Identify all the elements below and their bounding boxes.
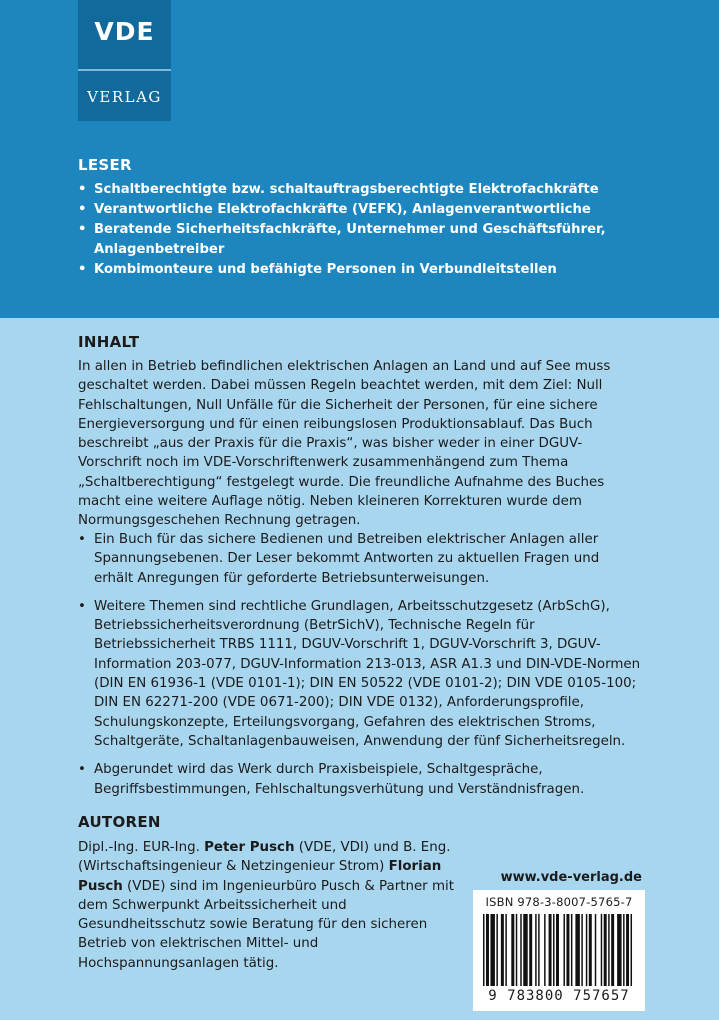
barcode-bar — [523, 914, 527, 986]
leser-item: • Verantwortliche Elektrofachkräfte (VEFK), Anlagenverantwortliche — [78, 200, 638, 220]
barcode-bar — [544, 914, 545, 986]
inhalt-bullets — [78, 530, 642, 808]
barcode-bar — [486, 914, 489, 986]
autoren-heading: AUTOREN — [78, 813, 161, 831]
leser-item: • Schaltberechtigte bzw. schaltauftragsberechtigte Elektrofachkräfte — [78, 180, 638, 200]
barcode-box — [473, 890, 645, 1011]
autoren-line2-suffix: (VDE) sind im Ingenieurbüro Pusch & Partner mit dem Schwerpunkt Arbeitssicherheit und Gesundheitsschutz sowie Beratung für den sicheren Betrieb von elektrischen Mittel- und Hochspannungsanlagen tätig. — [78, 878, 454, 971]
publisher-url: www.vde-verlag.de — [500, 870, 642, 885]
barcode-bar — [505, 914, 506, 986]
barcode-bar — [611, 914, 614, 986]
barcode-digits: 9 783800 757657 — [488, 988, 630, 1004]
leser-item: • Kombimonteure und befähigte Personen in Verbundleitstellen — [78, 260, 638, 280]
barcode-bar — [490, 914, 494, 986]
inhalt-intro: In allen in Betrieb befindlichen elektrischen Anlagen an Land und auf See muss geschaltet werden. Dabei müssen Regeln beachtet werden, mit dem Ziel: Null Fehlschaltungen, Null Unfälle für die Sicherheit der Personen, für eine sichere Energieversorgung und für einen reibungslosen Produktionsablauf. Das Buch beschreibt „aus der Praxis für die Praxis“, was bisher weder in einer DGUV-Vorschrift noch im VDE-Vorschriftenwerk zusammenhängend zum Thema „Schaltberechtigung“ festgelegt wurde. Die freundliche Aufnahme des Buches macht eine weitere Auflage nötig. Neben kleineren Korrekturen wurde dem Normungsgeschehen Rechnung getragen. — [78, 359, 611, 529]
barcode-bar — [595, 914, 596, 986]
leser-heading: LESER — [78, 156, 132, 174]
autoren-line1-prefix: Dipl.-Ing. EUR-Ing. — [78, 840, 205, 855]
barcode-bar — [623, 914, 624, 986]
barcode-bar — [571, 914, 572, 986]
barcode-bar — [549, 914, 552, 986]
barcode-bar — [608, 914, 609, 986]
inhalt-bullet: • Weitere Themen sind rechtliche Grundlagen, Arbeitsschutzgesetz (ArbSchG), Betriebssicherheitsverordnung (BetrSichV), Technische Regeln für Betriebssicherheit TRBS 1111, DGUV-Vorschrift 1, DGUV-Vorschrift 3, DGUV-Information 203-077, DGUV-Information 213-013, ASR A1.3 und DIN-VDE-Normen (DIN EN 61936-1 (VDE 0101-1); DIN EN 50522 (VDE 0101-2); DIN VDE 0105-100; DIN EN 62271-200 (VDE 0671-200); DIN VDE 0132), Anforderungsprofile, Schulungskonzepte, Erteilungsvorgang, Gefahren des elektrischen Stroms, Schaltgeräte, Schaltanlagenbauweisen, Anwendung der fünf Sicherheitsregeln. — [78, 597, 642, 751]
barcode-bar — [563, 914, 564, 986]
barcode-bar — [529, 914, 532, 986]
inhalt-heading: INHALT — [78, 333, 140, 351]
barcode-bar — [538, 914, 539, 986]
barcode-bar — [575, 914, 579, 986]
barcode-bar — [626, 914, 629, 986]
autoren-line1-suffix: (VDE, VDI) und B. Eng. (Wirtschaftsingenieur & Netzingenieur Strom) — [78, 840, 451, 875]
isbn-text: ISBN 978-3-8007-5765-7 — [485, 895, 633, 909]
leser-list — [78, 180, 638, 280]
barcode-bar — [556, 914, 559, 986]
inhalt-bullet: • Abgerundet wird das Werk durch Praxisbeispiele, Schaltgespräche, Begriffsbestimmungen, Fehlschaltungsverhütung und Verständnisfragen. — [78, 760, 642, 799]
logo-brand: VDE — [94, 17, 155, 46]
leser-item: • Beratende Sicherheitsfachkräfte, Unternehmer und Geschäftsführer, Anlagenbetreiber — [78, 220, 638, 260]
author-florian: Florian Pusch — [78, 859, 442, 894]
barcode-bar — [617, 914, 621, 986]
vde-verlag-logo — [78, 0, 171, 121]
barcode-bar — [631, 914, 632, 986]
barcode-bar — [520, 914, 521, 986]
logo-sub: VERLAG — [87, 88, 162, 106]
barcode-bar — [511, 914, 514, 986]
barcode-bar — [496, 914, 497, 986]
barcode-bar — [566, 914, 569, 986]
inhalt-bullet: • Ein Buch für das sichere Bedienen und Betreiben elektrischer Anlagen aller Spannungsebenen. Der Leser bekommt Antworten zu aktuellen Fragen und erhält Anregungen für geforderte Betriebsunterweisungen. — [78, 530, 642, 588]
barcode-bar — [581, 914, 582, 986]
barcode-bar — [535, 914, 536, 986]
barcode-bar — [516, 914, 517, 986]
barcode-bar — [589, 914, 592, 986]
logo-divider — [78, 69, 171, 71]
author-peter: Peter Pusch — [204, 840, 295, 855]
barcode-icon — [483, 914, 635, 986]
barcode-bar — [483, 914, 484, 986]
barcode-bar — [604, 914, 607, 986]
barcode-bar — [553, 914, 554, 986]
barcode-bar — [601, 914, 602, 986]
autoren-text — [78, 838, 458, 973]
barcode-bar — [501, 914, 504, 986]
barcode-bar — [586, 914, 587, 986]
